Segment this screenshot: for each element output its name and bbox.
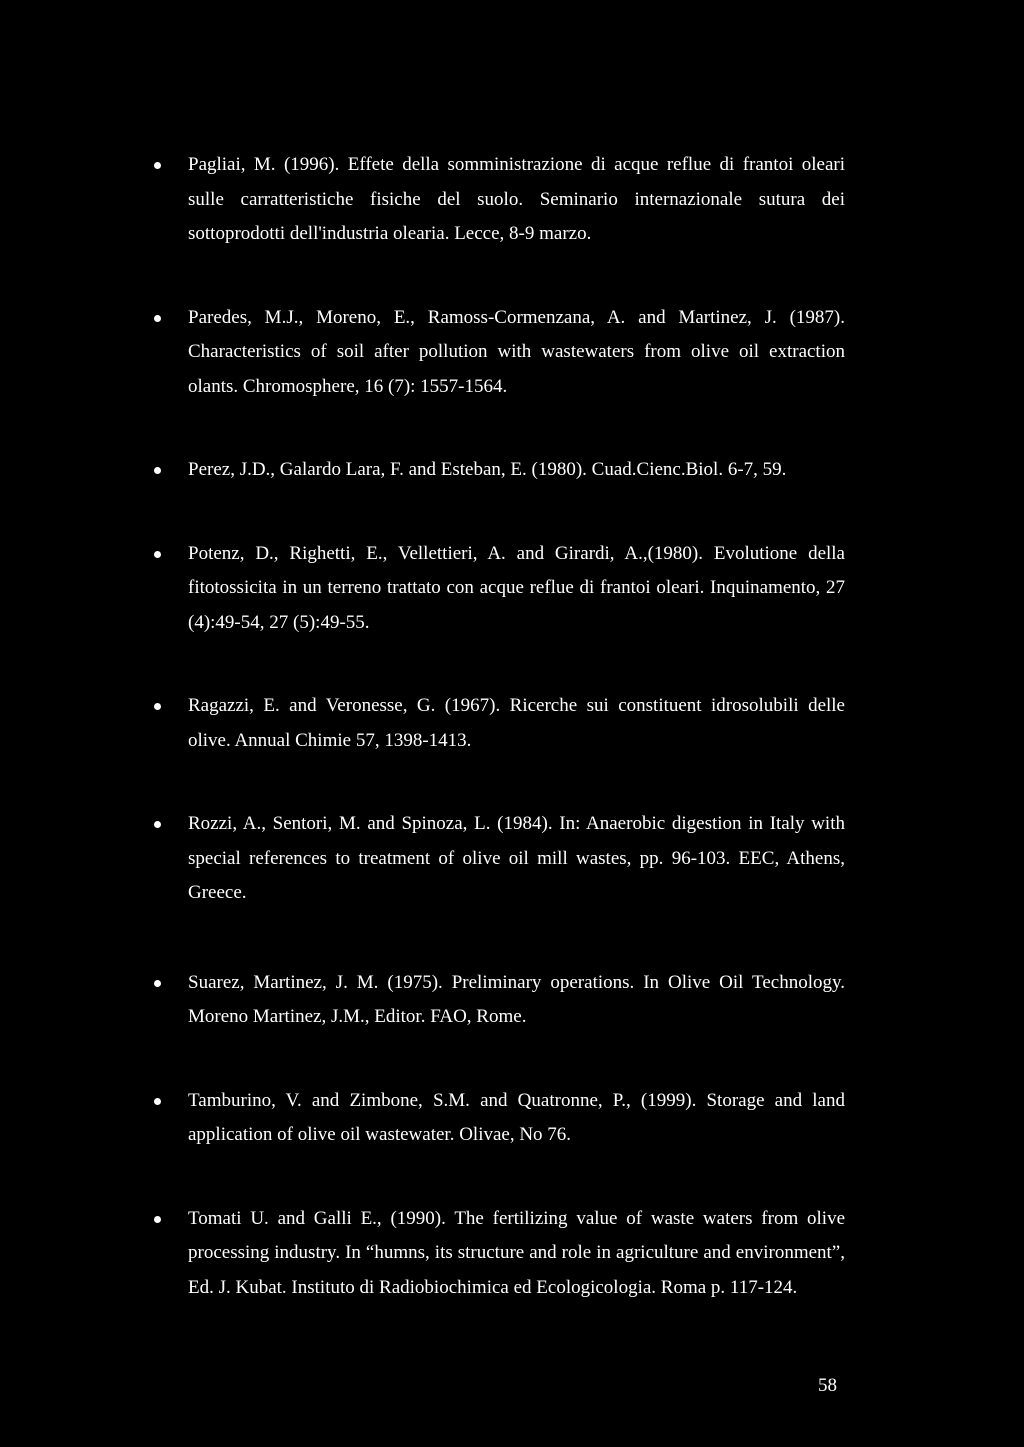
reference-text: Potenz, D., Righetti, E., Vellettieri, A. and Girardi, A.,(1980). Evolutione della fitotossicita in un terreno trattato con acque reflue di frantoi oleari. Inquinamento, 27 (4):49-54, 27 (5):49-55.	[188, 542, 845, 633]
bullet-icon	[154, 980, 161, 987]
reference-item	[150, 1202, 845, 1306]
reference-item	[150, 453, 845, 488]
reference-item	[150, 1084, 845, 1153]
reference-text: Paredes, M.J., Moreno, E., Ramoss-Cormenzana, A. and Martinez, J. (1987). Characteristics of soil after pollution with wastewaters from olive oil extraction olants. Chromosphere, 16 (7): 1557-1564.	[188, 306, 845, 397]
reference-item	[150, 807, 845, 911]
bullet-icon	[154, 551, 161, 558]
reference-text: Ragazzi, E. and Veronesse, G. (1967). Ricerche sui constituent idrosolubili delle olive. Annual Chimie 57, 1398-1413.	[188, 695, 845, 751]
reference-item	[150, 689, 845, 758]
reference-item	[150, 148, 845, 252]
reference-item	[150, 966, 845, 1035]
reference-text: Tamburino, V. and Zimbone, S.M. and Quatronne, P., (1999). Storage and land application of olive oil wastewater. Olivae, No 76.	[188, 1089, 845, 1145]
reference-text: Suarez, Martinez, J. M. (1975). Preliminary operations. In Olive Oil Technology. Moreno Martinez, J.M., Editor. FAO, Rome.	[188, 971, 845, 1027]
reference-text: Pagliai, M. (1996). Effete della somministrazione di acque reflue di frantoi oleari sulle carratteristiche fisiche del suolo. Seminario internazionale sutura dei sottoprodotti dell'industria olearia. Lecce, 8-9 marzo.	[188, 154, 845, 244]
bullet-icon	[154, 821, 161, 828]
reference-item	[150, 301, 845, 405]
reference-text: Rozzi, A., Sentori, M. and Spinoza, L. (1984). In: Anaerobic digestion in Italy with special references to treatment of olive oil mill wastes, pp. 96-103. EEC, Athens, Greece.	[188, 813, 845, 903]
bullet-icon	[154, 162, 161, 169]
reference-list	[150, 148, 845, 1354]
reference-text: Perez, J.D., Galardo Lara, F. and Esteban, E. (1980). Cuad.Cienc.Biol. 6-7, 59.	[188, 459, 787, 480]
bullet-icon	[154, 703, 161, 710]
page-number: 58	[818, 1375, 837, 1396]
bullet-icon	[154, 467, 161, 474]
reference-text: Tomati U. and Galli E., (1990). The fertilizing value of waste waters from olive processing industry. In “humns, its structure and role in agriculture and environment”, Ed. J. Kubat. Instituto di Radiobiochimica ed Ecologicologia. Roma p. 117-124.	[188, 1207, 845, 1298]
reference-item	[150, 537, 845, 641]
bullet-icon	[154, 315, 161, 322]
bullet-icon	[154, 1098, 161, 1105]
bullet-icon	[154, 1216, 161, 1223]
